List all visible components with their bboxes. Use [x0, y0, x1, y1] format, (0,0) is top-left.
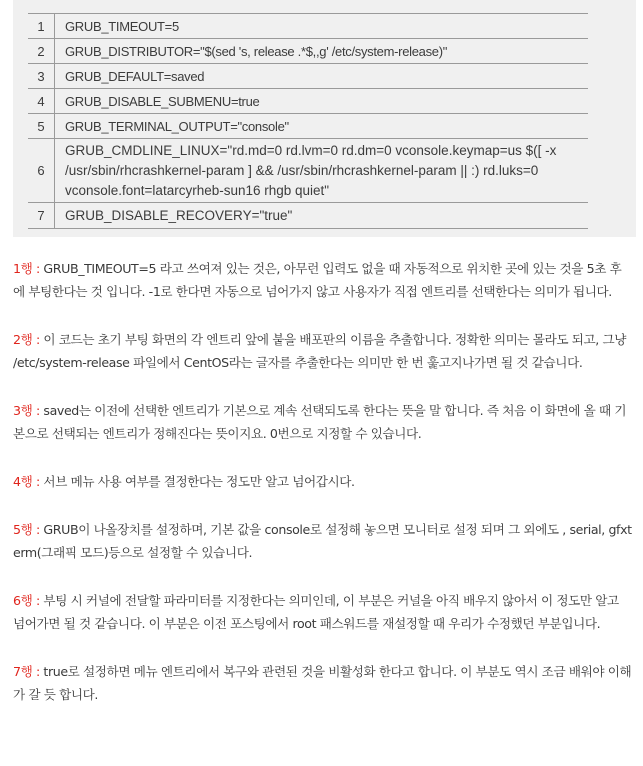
note-line-6	[13, 589, 633, 635]
note-line-3	[13, 399, 633, 445]
code-line: GRUB_DISABLE_SUBMENU=true	[65, 93, 260, 109]
note-text: GRUB_TIMEOUT=5 라고 쓰여져 있는 것은, 아무런 입력도 없을 때 자동적으로 위치한 곳에 있는 것을 5초 후에 부팅한다는 것 입니다. -1로 한다면 자동으로 넘어가지 않고 사용자가 직접 엔트리를 선택한다는 의미가 됩니다.	[13, 261, 622, 299]
grub-config-figure	[13, 0, 636, 237]
line-number: 5	[28, 114, 55, 139]
line-number: 2	[28, 39, 55, 64]
note-text: 부팅 시 커널에 전달할 파라미터를 지정한다는 의미인데, 이 부분은 커널을 아직 배우지 않아서 이 정도만 알고 넘어가면 될 것 같습니다. 이 부분은 이전 포스팅에서 root 패스워드를 재설정할 때 우리가 수정했던 부분입니다.	[13, 593, 619, 631]
code-line: GRUB_TIMEOUT=5	[65, 18, 179, 34]
line-number: 7	[28, 203, 55, 229]
note-line-5	[13, 518, 633, 564]
table-row	[28, 139, 588, 203]
note-label: 6행 :	[13, 593, 40, 608]
note-line-2	[13, 328, 633, 374]
grub-config-table	[28, 13, 588, 229]
table-row	[28, 114, 588, 139]
line-explanations	[13, 257, 633, 731]
note-label: 1행 :	[13, 261, 40, 276]
note-text: 이 코드는 초기 부팅 화면의 각 엔트리 앞에 붙을 배포판의 이름을 추출합니다. 정확한 의미는 몰라도 되고, 그냥 /etc/system-release 파일에서 CentOS라는 글자를 추출한다는 의미만 한 번 훑고지나가면 될 것 같습니다.	[13, 332, 626, 370]
note-label: 3행 :	[13, 403, 40, 418]
line-number: 4	[28, 89, 55, 114]
code-line: GRUB_CMDLINE_LINUX="rd.md=0 rd.lvm=0 rd.dm=0 vconsole.keymap=us $([ -x /usr/sbin/rhcrashkernel-param ] && /usr/sbin/rhcrashkernel-param || :) rd.luks=0 vconsole.font=latarcyrheb-sun16 rhgb quiet"	[65, 142, 557, 198]
code-line: GRUB_TERMINAL_OUTPUT="console"	[65, 118, 289, 134]
line-number: 6	[28, 139, 55, 203]
note-label: 2행 :	[13, 332, 40, 347]
note-line-7	[13, 660, 633, 706]
note-text: true로 설정하면 메뉴 엔트리에서 복구와 관련된 것을 비활성화 한다고 합니다. 이 부분도 역시 조금 배워야 이해가 갈 듯 합니다.	[13, 664, 632, 702]
note-label: 5행 :	[13, 522, 40, 537]
table-row	[28, 14, 588, 39]
line-number: 3	[28, 64, 55, 89]
note-text: GRUB이 나올장치를 설정하며, 기본 값을 console로 설정해 놓으면 모니터로 설정 되며 그 외에도 , serial, gfxterm(그래픽 모드)등으로 설정할 수 있습니다.	[13, 522, 632, 560]
note-line-1	[13, 257, 633, 303]
note-label: 4행 :	[13, 474, 40, 489]
table-row	[28, 203, 588, 229]
table-row	[28, 39, 588, 64]
code-line: GRUB_DEFAULT=saved	[65, 68, 205, 84]
note-text: saved는 이전에 선택한 엔트리가 기본으로 계속 선택되도록 한다는 뜻을 말 합니다. 즉 처음 이 화면에 올 때 기본으로 선택되는 엔트리가 정해진다는 뜻이지요. 0번으로 지정할 수 있습니다.	[13, 403, 627, 441]
table-row	[28, 89, 588, 114]
note-line-4	[13, 470, 633, 493]
line-number: 1	[28, 14, 55, 39]
table-row	[28, 64, 588, 89]
note-text: 서브 메뉴 사용 여부를 결정한다는 정도만 알고 넘어갑시다.	[39, 474, 355, 489]
code-line: GRUB_DISABLE_RECOVERY="true"	[65, 208, 293, 223]
code-line: GRUB_DISTRIBUTOR="$(sed 's, release .*$,,g' /etc/system-release)"	[65, 43, 448, 59]
note-label: 7행 :	[13, 664, 40, 679]
